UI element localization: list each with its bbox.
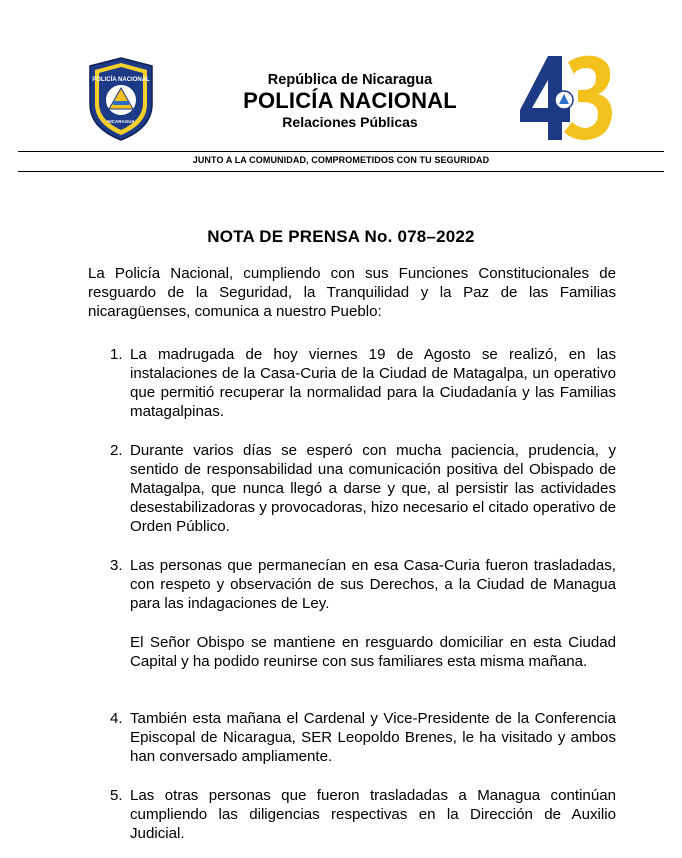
intro-paragraph: La Policía Nacional, cumpliendo con sus Funciones Constitucionales de resguardo de la Seguridad, la Tranquilidad y la Paz de las Familias nicaragüenses, comunica a nuestro Pueblo: — [88, 265, 616, 320]
list-text: Las otras personas que fueron trasladadas a Managua continúan cumpliendo las diligencias respectivas en la Dirección de Auxilio Judicial. — [130, 787, 616, 842]
list-item — [110, 709, 616, 766]
list-text: La madrugada de hoy viernes 19 de Agosto se realizó, en las instalaciones de la Casa-Curia de la Ciudad de Matagalpa, un operativo que permitió recuperar la normalidad para la Ciudadanía y las Familias matagalpinas. — [130, 346, 616, 420]
list-number: 4. — [110, 710, 123, 727]
list-text: Las personas que permanecían en esa Casa-Curia fueron trasladadas, con respeto y observación de sus Derechos, a la Ciudad de Managua para las indagaciones de Ley. — [130, 557, 616, 612]
institution-name: POLICÍA NACIONAL — [243, 88, 457, 113]
letterhead-text — [180, 72, 520, 131]
list-text: Durante varios días se esperó con mucha paciencia, prudencia, y sentido de responsabilidad una comunicación positiva del Obispado de Matagalpa, que nunca llegó a darse y que, al persistir las actividades desestabilizadoras y provocadoras, hizo necesario el citado operativo de Orden Público. — [130, 442, 616, 535]
header-rule-bottom — [18, 171, 664, 172]
document-title: NOTA DE PRENSA No. 078–2022 — [207, 227, 475, 246]
list-number: 3. — [110, 557, 123, 574]
list-text: También esta mañana el Cardenal y Vice-Presidente de la Conferencia Episcopal de Nicaragua, SER Leopoldo Brenes, le ha visitado y ambos han conversado ampliamente. — [130, 710, 616, 765]
badge-text-top: POLICÍA NACIONAL — [92, 77, 150, 83]
policia-nacional-badge-icon — [86, 56, 156, 142]
list-item — [110, 556, 616, 613]
43-anniversary-logo — [518, 52, 614, 144]
badge-text-bottom: NICARAGUA — [107, 119, 135, 124]
list-item — [110, 345, 616, 421]
country-line: República de Nicaragua — [267, 72, 433, 88]
list-number: 5. — [110, 787, 123, 804]
department-name: Relaciones Públicas — [282, 114, 418, 130]
item3-followup-paragraph: El Señor Obispo se mantiene en resguardo domiciliar en esta Ciudad Capital y ha podido reunirse con sus familiares esta misma mañana. — [130, 634, 616, 670]
list-number: 1. — [110, 346, 123, 363]
list-number: 2. — [110, 442, 123, 459]
header-rule-top — [18, 151, 664, 152]
motto: JUNTO A LA COMUNIDAD, COMPROMETIDOS CON TU SEGURIDAD — [192, 155, 490, 165]
list-item — [110, 786, 616, 843]
list-item — [110, 441, 616, 536]
letterhead — [0, 0, 682, 165]
